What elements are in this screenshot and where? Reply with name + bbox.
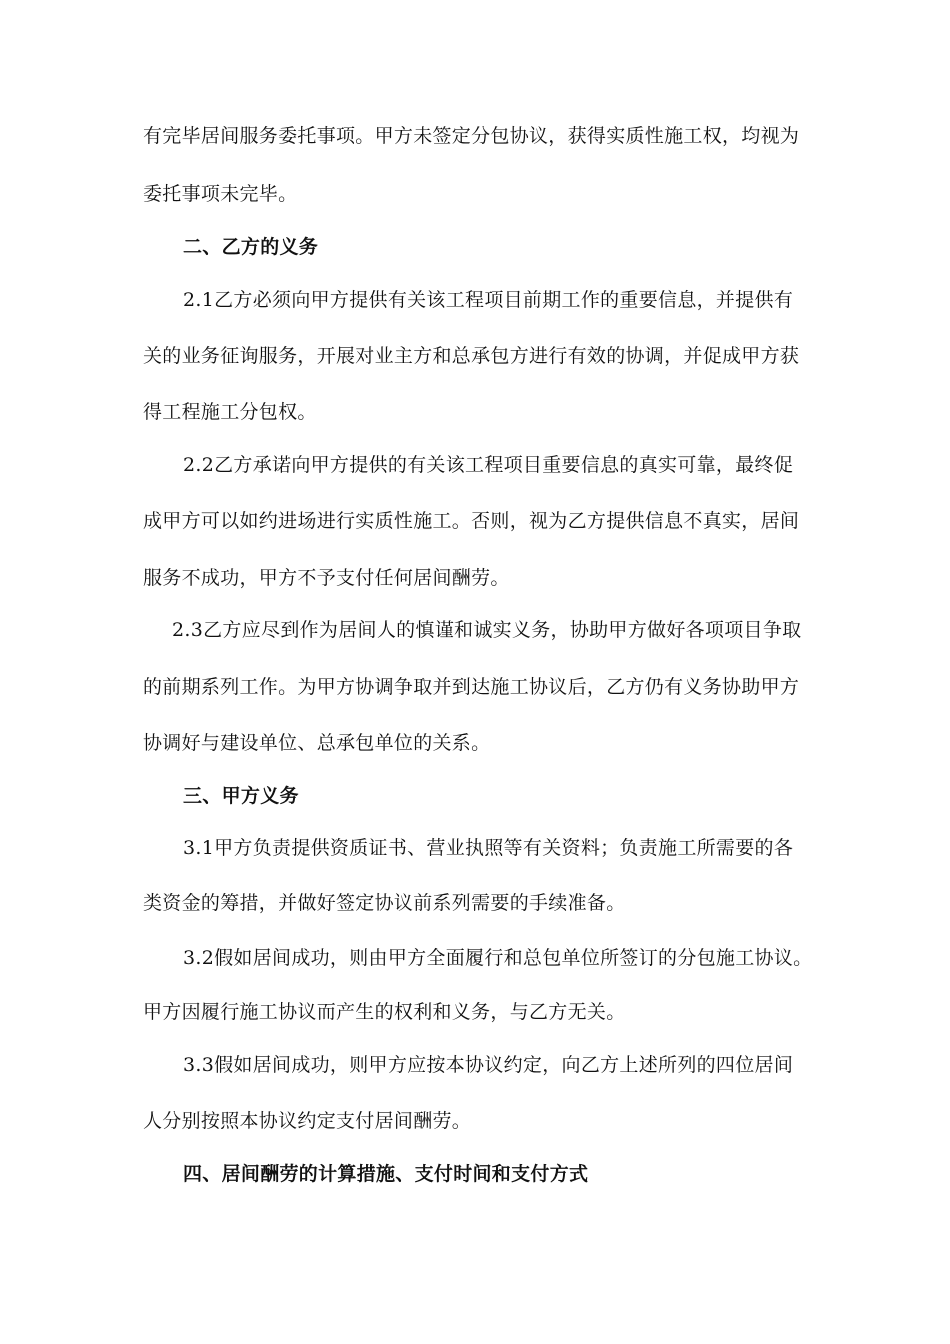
- body-text-line: 成甲方可以如约进场进行实质性施工。否则，视为乙方提供信息不真实，居间: [143, 510, 800, 532]
- body-text-line: 人分别按照本协议约定支付居间酬劳。: [143, 1110, 472, 1132]
- body-text-line: 有完毕居间服务委托事项。甲方未签定分包协议，获得实质性施工权，均视为: [143, 125, 800, 147]
- clause-2-1: 2.1乙方必须向甲方提供有关该工程项目前期工作的重要信息，并提供有: [183, 289, 794, 311]
- body-text-line: 服务不成功，甲方不予支付任何居间酬劳。: [143, 567, 510, 589]
- clause-2-2: 2.2乙方承诺向甲方提供的有关该工程项目重要信息的真实可靠，最终促: [183, 454, 794, 476]
- clause-3-3: 3.3假如居间成功，则甲方应按本协议约定，向乙方上述所列的四位居间: [183, 1054, 794, 1076]
- body-text-line: 的前期系列工作。为甲方协调争取并到达施工协议后，乙方仍有义务协助甲方: [143, 676, 800, 698]
- body-text-line: 类资金的筹措，并做好签定协议前系列需要的手续准备。: [143, 892, 626, 914]
- body-text-line: 关的业务征询服务，开展对业主方和总承包方进行有效的协调，并促成甲方获: [143, 345, 800, 367]
- body-text-line: 协调好与建设单位、总承包单位的关系。: [143, 732, 491, 754]
- section-heading-3: 三、甲方义务: [183, 785, 299, 807]
- section-heading-2: 二、乙方的义务: [183, 236, 319, 258]
- body-text-line: 委托事项未完毕。: [143, 183, 298, 205]
- clause-3-2: 3.2假如居间成功，则由甲方全面履行和总包单位所签订的分包施工协议。: [183, 947, 813, 969]
- clause-2-3: 2.3乙方应尽到作为居间人的慎谨和诚实义务，协助甲方做好各项项目争取: [172, 619, 802, 641]
- clause-3-1: 3.1甲方负责提供资质证书、营业执照等有关资料；负责施工所需要的各: [183, 837, 794, 859]
- body-text-line: 甲方因履行施工协议而产生的权利和义务，与乙方无关。: [143, 1001, 626, 1023]
- body-text-line: 得工程施工分包权。: [143, 401, 317, 423]
- section-heading-4: 四、居间酬劳的计算措施、支付时间和支付方式: [183, 1163, 589, 1185]
